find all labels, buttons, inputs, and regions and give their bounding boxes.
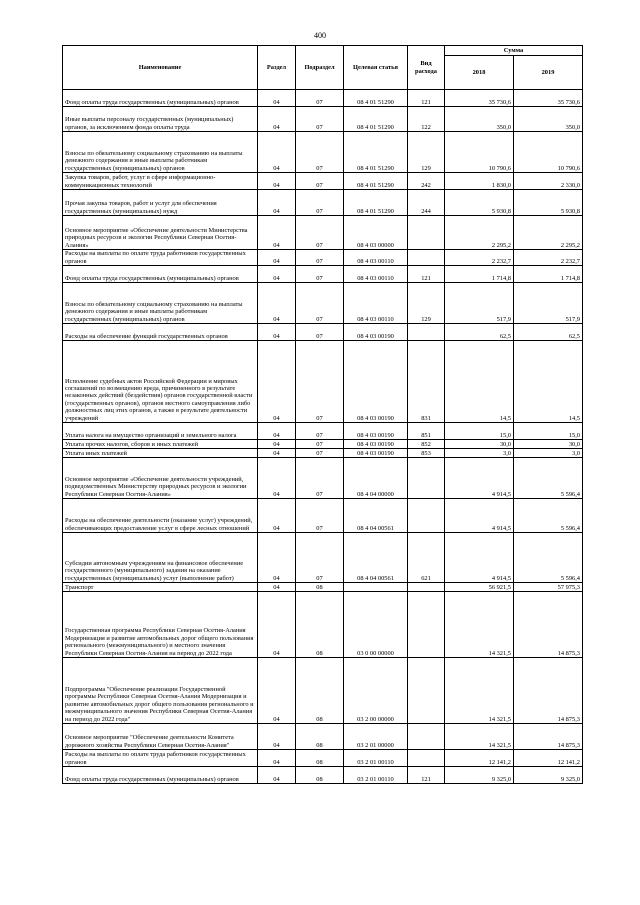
cell-v2019: 517,9 — [514, 283, 583, 324]
cell-target: 03 2 01 00110 — [344, 750, 408, 767]
cell-sub: 07 — [296, 132, 344, 173]
cell-v2018: 4 914,5 — [445, 458, 514, 499]
cell-sub: 07 — [296, 341, 344, 423]
cell-sec: 04 — [258, 266, 296, 283]
cell-type: 122 — [408, 107, 445, 132]
cell-type: 121 — [408, 90, 445, 107]
cell-type: 853 — [408, 449, 445, 458]
table-row — [63, 216, 583, 250]
cell-sec: 04 — [258, 423, 296, 440]
table-row — [63, 533, 583, 583]
cell-name: Прочая закупка товаров, работ и услуг для обеспечения государственных (муниципальных) нужд — [63, 190, 258, 216]
table-body — [63, 90, 583, 784]
cell-sec: 04 — [258, 533, 296, 583]
cell-sec: 04 — [258, 750, 296, 767]
cell-type: 121 — [408, 767, 445, 784]
cell-v2018: 1 714,8 — [445, 266, 514, 283]
cell-v2018: 350,0 — [445, 107, 514, 132]
cell-target: 08 4 03 00000 — [344, 216, 408, 250]
cell-sec: 04 — [258, 250, 296, 266]
cell-target: 08 4 03 00190 — [344, 423, 408, 440]
cell-v2019: 2 330,0 — [514, 173, 583, 190]
cell-sec: 04 — [258, 107, 296, 132]
cell-v2019: 5 596,4 — [514, 499, 583, 533]
header-2018: 2018 — [445, 56, 514, 90]
cell-name: Расходы на обеспечение деятельности (оказание услуг) учреждений, обеспечивающих предоставление услуг в сфере лесных отношений — [63, 499, 258, 533]
cell-name: Основное мероприятие "Обеспечение деятельности Комитета дорожного хозяйства Республики Северная Осетия-Алания" — [63, 724, 258, 750]
cell-sub: 07 — [296, 423, 344, 440]
table-row — [63, 592, 583, 658]
table-row — [63, 283, 583, 324]
cell-v2018: 3,0 — [445, 449, 514, 458]
header-target: Целевая статья — [344, 46, 408, 90]
cell-v2019: 5 596,4 — [514, 533, 583, 583]
cell-type — [408, 658, 445, 724]
table-row — [63, 341, 583, 423]
cell-v2019: 30,0 — [514, 440, 583, 449]
cell-target: 03 2 01 00000 — [344, 724, 408, 750]
cell-sub: 07 — [296, 250, 344, 266]
table-row — [63, 190, 583, 216]
cell-target: 03 2 01 00110 — [344, 767, 408, 784]
cell-sub: 07 — [296, 216, 344, 250]
cell-name: Закупка товаров, работ, услуг в сфере информационно-коммуникационных технологий — [63, 173, 258, 190]
cell-v2018: 4 914,5 — [445, 499, 514, 533]
cell-name: Основное мероприятие «Обеспечение деятельности Министерства природных ресурсов и экологии Республики Северная Осетия-Алания» — [63, 216, 258, 250]
cell-sec: 04 — [258, 499, 296, 533]
cell-type — [408, 216, 445, 250]
cell-v2019: 14,5 — [514, 341, 583, 423]
cell-sec: 04 — [258, 724, 296, 750]
cell-sub: 07 — [296, 458, 344, 499]
table-row — [63, 423, 583, 440]
cell-v2019: 12 141,2 — [514, 750, 583, 767]
cell-type — [408, 583, 445, 592]
cell-name: Исполнение судебных актов Российской Федерации и мировых соглашений по возмещению вреда, причиненного в результате незаконных действий (бездействия) органов государственной власти (государственных органов), органов местного самоуправления либо должностных лиц этих органов, а также в результате деятельности учреждений — [63, 341, 258, 423]
cell-v2018: 14 321,5 — [445, 724, 514, 750]
cell-v2018: 4 914,5 — [445, 533, 514, 583]
cell-v2018: 2 295,2 — [445, 216, 514, 250]
cell-type — [408, 592, 445, 658]
cell-target: 08 4 01 51290 — [344, 190, 408, 216]
cell-type: 129 — [408, 132, 445, 173]
cell-target: 03 2 00 00000 — [344, 658, 408, 724]
cell-target: 08 4 01 51290 — [344, 90, 408, 107]
cell-type — [408, 499, 445, 533]
cell-sec: 04 — [258, 216, 296, 250]
cell-v2019: 3,0 — [514, 449, 583, 458]
cell-type: 244 — [408, 190, 445, 216]
cell-sub: 08 — [296, 767, 344, 784]
table-row — [63, 658, 583, 724]
cell-name: Фонд оплаты труда государственных (муниципальных) органов — [63, 90, 258, 107]
cell-name: Взносы по обязательному социальному страхованию на выплаты денежного содержания и иные выплаты работникам государственных (муниципальных) органов — [63, 132, 258, 173]
cell-v2019: 5 596,4 — [514, 458, 583, 499]
cell-target: 08 4 01 51290 — [344, 132, 408, 173]
cell-sec: 04 — [258, 592, 296, 658]
header-sum: Сумма — [445, 46, 583, 56]
cell-target: 08 4 03 00190 — [344, 449, 408, 458]
cell-v2018: 12 141,2 — [445, 750, 514, 767]
cell-sub: 08 — [296, 658, 344, 724]
cell-v2018: 35 730,6 — [445, 90, 514, 107]
cell-type — [408, 458, 445, 499]
cell-v2018: 56 921,5 — [445, 583, 514, 592]
cell-v2018: 1 830,0 — [445, 173, 514, 190]
cell-sub: 08 — [296, 750, 344, 767]
cell-sec: 04 — [258, 767, 296, 784]
cell-sub: 07 — [296, 499, 344, 533]
cell-v2019: 9 325,0 — [514, 767, 583, 784]
table-row — [63, 458, 583, 499]
table-row — [63, 107, 583, 132]
cell-sec: 04 — [258, 324, 296, 341]
cell-type: 852 — [408, 440, 445, 449]
cell-v2019: 15,0 — [514, 423, 583, 440]
table-row — [63, 250, 583, 266]
cell-target — [344, 583, 408, 592]
table-row — [63, 90, 583, 107]
cell-type: 129 — [408, 283, 445, 324]
cell-name: Подпрограмма "Обеспечение реализации Государственной программы Республики Северная Осетия-Алания Модернизация и развитие автомобильных дорог общего пользования регионального и межмуниципального значения Республики Северная Осетия-Алания на период до 2022 года" — [63, 658, 258, 724]
cell-target: 08 4 01 51290 — [344, 173, 408, 190]
cell-type: 851 — [408, 423, 445, 440]
cell-sec: 04 — [258, 283, 296, 324]
table-row — [63, 750, 583, 767]
cell-name: Государственная программа Республики Северная Осетия-Алания Модернизация и развитие автомобильных дорог общего пользования регионального (межмуниципального) и местного значения Республики Северная Осетия-Алания на период до 2022 года — [63, 592, 258, 658]
cell-v2019: 14 875,3 — [514, 724, 583, 750]
cell-target: 08 4 03 00190 — [344, 341, 408, 423]
header-type: Вид расхода — [408, 46, 445, 90]
cell-name: Расходы на выплаты по оплате труда работников государственных органов — [63, 750, 258, 767]
cell-type: 621 — [408, 533, 445, 583]
cell-sub: 07 — [296, 190, 344, 216]
cell-type: 242 — [408, 173, 445, 190]
cell-v2018: 62,5 — [445, 324, 514, 341]
cell-name: Иные выплаты персоналу государственных (муниципальных) органов, за исключением фонда оплаты труда — [63, 107, 258, 132]
cell-target: 08 4 04 00561 — [344, 533, 408, 583]
cell-v2018: 517,9 — [445, 283, 514, 324]
cell-target: 08 4 03 00110 — [344, 266, 408, 283]
cell-sub: 07 — [296, 266, 344, 283]
cell-type — [408, 724, 445, 750]
cell-v2018: 14 321,5 — [445, 658, 514, 724]
cell-sub: 07 — [296, 107, 344, 132]
cell-target: 08 4 03 00110 — [344, 250, 408, 266]
cell-name: Транспорт — [63, 583, 258, 592]
cell-v2019: 2 295,2 — [514, 216, 583, 250]
cell-type — [408, 750, 445, 767]
cell-target: 08 4 03 00190 — [344, 440, 408, 449]
page-number: 400 — [314, 31, 326, 40]
cell-target: 08 4 04 00561 — [344, 499, 408, 533]
cell-sub: 07 — [296, 173, 344, 190]
cell-v2019: 14 875,3 — [514, 658, 583, 724]
cell-sec: 04 — [258, 173, 296, 190]
cell-sec: 04 — [258, 90, 296, 107]
cell-sub: 07 — [296, 449, 344, 458]
cell-v2019: 35 730,6 — [514, 90, 583, 107]
header-name: Наименование — [63, 46, 258, 90]
cell-sub: 07 — [296, 533, 344, 583]
cell-sub: 07 — [296, 283, 344, 324]
cell-v2018: 5 930,8 — [445, 190, 514, 216]
cell-name: Субсидии автономным учреждениям на финансовое обеспечение государственного (муниципального) задания на оказание государственных (муниципальных) услуг (выполнение работ) — [63, 533, 258, 583]
cell-name: Уплата иных платежей — [63, 449, 258, 458]
table-row — [63, 449, 583, 458]
cell-type: 831 — [408, 341, 445, 423]
table-row — [63, 266, 583, 283]
table-row — [63, 324, 583, 341]
cell-v2019: 1 714,8 — [514, 266, 583, 283]
cell-name: Расходы на выплаты по оплате труда работников государственных органов — [63, 250, 258, 266]
table-row — [63, 767, 583, 784]
cell-type: 121 — [408, 266, 445, 283]
cell-sec: 04 — [258, 341, 296, 423]
cell-v2018: 30,0 — [445, 440, 514, 449]
cell-v2018: 2 232,7 — [445, 250, 514, 266]
cell-type — [408, 250, 445, 266]
cell-name: Фонд оплаты труда государственных (муниципальных) органов — [63, 266, 258, 283]
cell-sub: 08 — [296, 583, 344, 592]
cell-v2019: 57 975,3 — [514, 583, 583, 592]
cell-sub: 08 — [296, 724, 344, 750]
cell-name: Взносы по обязательному социальному страхованию на выплаты денежного содержания и иные выплаты работникам государственных (муниципальных) органов — [63, 283, 258, 324]
table-row — [63, 583, 583, 592]
cell-v2019: 14 875,3 — [514, 592, 583, 658]
cell-sec: 04 — [258, 658, 296, 724]
cell-v2019: 5 930,8 — [514, 190, 583, 216]
table-row — [63, 724, 583, 750]
cell-v2019: 10 790,6 — [514, 132, 583, 173]
cell-v2019: 62,5 — [514, 324, 583, 341]
cell-v2018: 14,5 — [445, 341, 514, 423]
cell-type — [408, 324, 445, 341]
header-subsection: Подраздел — [296, 46, 344, 90]
cell-v2019: 350,0 — [514, 107, 583, 132]
cell-name: Уплата налога на имущество организаций и земельного налога — [63, 423, 258, 440]
cell-target: 08 4 04 00000 — [344, 458, 408, 499]
cell-sec: 04 — [258, 440, 296, 449]
cell-v2018: 10 790,6 — [445, 132, 514, 173]
cell-v2018: 9 325,0 — [445, 767, 514, 784]
cell-sub: 07 — [296, 440, 344, 449]
cell-sub: 07 — [296, 324, 344, 341]
header-section: Раздел — [258, 46, 296, 90]
cell-sub: 08 — [296, 592, 344, 658]
cell-name: Расходы на обеспечение функций государственных органов — [63, 324, 258, 341]
cell-target: 08 4 03 00190 — [344, 324, 408, 341]
cell-sec: 04 — [258, 449, 296, 458]
cell-name: Уплата прочих налогов, сборов и иных платежей — [63, 440, 258, 449]
table-row — [63, 499, 583, 533]
cell-sec: 04 — [258, 132, 296, 173]
cell-name: Основное мероприятие «Обеспечение деятельности учреждений, подведомственных Министерству природных ресурсов и экологии Республики Северная Осетия-Алания» — [63, 458, 258, 499]
cell-sec: 04 — [258, 190, 296, 216]
table-row — [63, 132, 583, 173]
cell-target: 03 0 00 00000 — [344, 592, 408, 658]
cell-v2018: 15,0 — [445, 423, 514, 440]
cell-name: Фонд оплаты труда государственных (муниципальных) органов — [63, 767, 258, 784]
header-2019: 2019 — [514, 56, 583, 90]
cell-sub: 07 — [296, 90, 344, 107]
cell-v2019: 2 232,7 — [514, 250, 583, 266]
budget-table — [62, 45, 583, 784]
cell-v2018: 14 321,5 — [445, 592, 514, 658]
table-row — [63, 440, 583, 449]
cell-sec: 04 — [258, 583, 296, 592]
cell-target: 08 4 01 51290 — [344, 107, 408, 132]
cell-sec: 04 — [258, 458, 296, 499]
cell-target: 08 4 03 00110 — [344, 283, 408, 324]
table-row — [63, 173, 583, 190]
